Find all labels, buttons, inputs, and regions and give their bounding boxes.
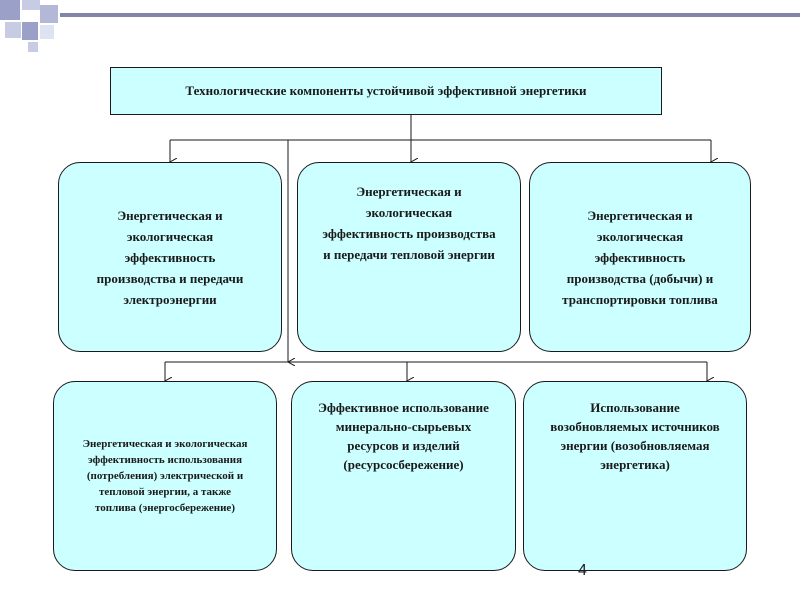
- node-renewable-energy: [523, 381, 747, 571]
- node-label: Использование возобновляемых источников энергии (возобновляемая энергетика): [550, 400, 720, 472]
- node-fuel-efficiency: [529, 162, 751, 352]
- node-resource-saving: [291, 381, 516, 571]
- node-heat-efficiency: [297, 162, 521, 352]
- node-label: Энергетическая и экологическая эффективность производства и передачи тепловой энергии: [322, 184, 496, 262]
- node-label: Эффективное использование минерально-сырьевых ресурсов и изделий (ресурсосбережение): [318, 400, 489, 472]
- node-energy-saving: [53, 381, 277, 571]
- node-electricity-efficiency: [58, 162, 282, 352]
- node-label: Энергетическая и экологическая эффективность использования (потребления) электрической и тепловой энергии, а также топлива (энергосбережение): [82, 438, 248, 514]
- diagram-title-text: Технологические компоненты устойчивой эффективной энергетики: [185, 83, 587, 98]
- page-number: 4: [578, 562, 587, 579]
- node-label: Энергетическая и экологическая эффективность производства (добычи) и транспортировки топлива: [562, 207, 718, 307]
- diagram-title: [110, 67, 662, 115]
- node-label: Энергетическая и экологическая эффективность производства и передачи электроэнергии: [96, 207, 244, 307]
